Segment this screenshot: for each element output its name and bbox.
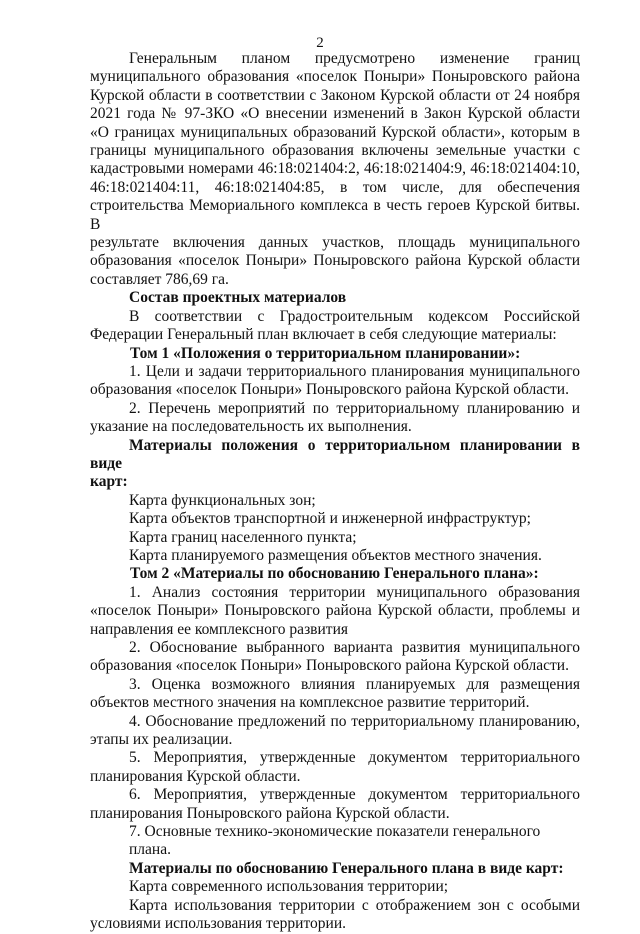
volume2-item-line: этапы их реализации. xyxy=(90,731,233,749)
volume2-item-line: объектов местного значения на комплексное развитие территорий. xyxy=(90,694,530,712)
maps1-item: Карта объектов транспортной и инженерной инфраструктур; xyxy=(129,510,531,528)
intro-line: Курской области в соответствии с Законом Курской области от 24 ноября xyxy=(90,86,580,104)
volume2-item-line: 7. Основные технико-экономические показатели генерального плана. xyxy=(129,823,541,859)
maps1-heading-line: Материалы положения о территориальном планировании в виде xyxy=(90,436,580,472)
page-content xyxy=(90,50,580,934)
volume1-item-line: 1. Цели и задачи территориального планирования муниципального xyxy=(129,362,580,380)
volume1-item-line: 2. Перечень мероприятий по территориальному планированию и xyxy=(129,399,580,417)
intro-line: 2021 года № 97-ЗКО «О внесении изменений в Закон Курской области xyxy=(90,105,580,123)
maps1-item: Карта планируемого размещения объектов местного значения. xyxy=(129,546,542,564)
intro-paragraph xyxy=(90,50,580,289)
volume2-item-line: «поселок Поныри» Поныровского района Курской области, проблемы и xyxy=(90,602,580,620)
volume1-item-line: указание на последовательность их выполнения. xyxy=(90,418,412,436)
maps1-heading-line: карт: xyxy=(90,473,128,491)
maps1-item: Карта границ населенного пункта; xyxy=(129,528,357,546)
intro-line: образования «поселок Поныри» Поныровского района Курской области xyxy=(90,252,580,270)
maps2-heading: Материалы по обоснованию Генерального плана в виде карт: xyxy=(129,859,564,877)
intro-line: «О границах муниципальных образований Курской области», которым в xyxy=(90,123,580,141)
volume2-item-line: 1. Анализ состояния территории муниципального образования xyxy=(129,583,580,601)
maps2-item: Карта современного использования территории; xyxy=(129,878,449,896)
intro-line: муниципального образования «поселок Поныри» Поныровского района xyxy=(90,68,580,86)
intro-line: границы муниципального образования включены земельные участки с xyxy=(90,142,580,160)
intro-line: 46:18:021404:11, 46:18:021404:85, в том числе, для обеспечения xyxy=(90,178,580,196)
page-number: 2 xyxy=(316,35,324,51)
volume2-item-line: 3. Оценка возможного влияния планируемых для размещения xyxy=(129,675,580,693)
volume2-item-line: 2. Обоснование выбранного варианта развития муниципального xyxy=(129,639,580,656)
maps2-item-line: Карта использования территории с отображением зон с особыми xyxy=(129,896,580,914)
intro-line: составляет 786,69 га. xyxy=(90,270,229,288)
volume1-heading: Том 1 «Положения о территориальном планировании»: xyxy=(130,344,521,362)
volume2-item-line: 5. Мероприятия, утвержденные документом территориального xyxy=(129,749,580,767)
volume2-heading: Том 2 «Материалы по обоснованию Генерального плана»: xyxy=(130,565,539,583)
volume2-item-line: 4. Обоснование предложений по территориальному планированию, xyxy=(129,712,580,730)
volume2-item-line: образования «поселок Поныри» Поныровского района Курской области. xyxy=(90,657,569,675)
volume1-item-line: образования «поселок Поныри» Поныровского района Курской области. xyxy=(90,381,569,399)
volume2-item-line: планирования Курской области. xyxy=(90,767,301,785)
section-paragraph-line: В соответствии с Градостроительным кодексом Российской xyxy=(129,307,580,325)
maps1-item: Карта функциональных зон; xyxy=(129,491,316,509)
maps2-item-line: условиями использования территории. xyxy=(90,915,347,933)
section-paragraph-line: Федерации Генеральный план включает в себя следующие материалы: xyxy=(90,326,557,344)
intro-line: результате включения данных участков, площадь муниципального xyxy=(90,234,580,252)
intro-line: строительства Мемориального комплекса в честь героев Курской битвы. В xyxy=(90,197,580,233)
volume2-item-line: направления ее комплексного развития xyxy=(90,620,348,638)
volume2-item-line: 6. Мероприятия, утвержденные документом территориального xyxy=(129,786,580,804)
intro-line: кадастровыми номерами 46:18:021404:2, 46:18:021404:9, 46:18:021404:10, xyxy=(90,160,580,178)
volume2-item-line: планирования Поныровского района Курской области. xyxy=(90,804,450,822)
intro-line: Генеральным планом предусмотрено изменение границ xyxy=(129,50,580,67)
section-heading: Состав проектных материалов xyxy=(129,289,347,307)
